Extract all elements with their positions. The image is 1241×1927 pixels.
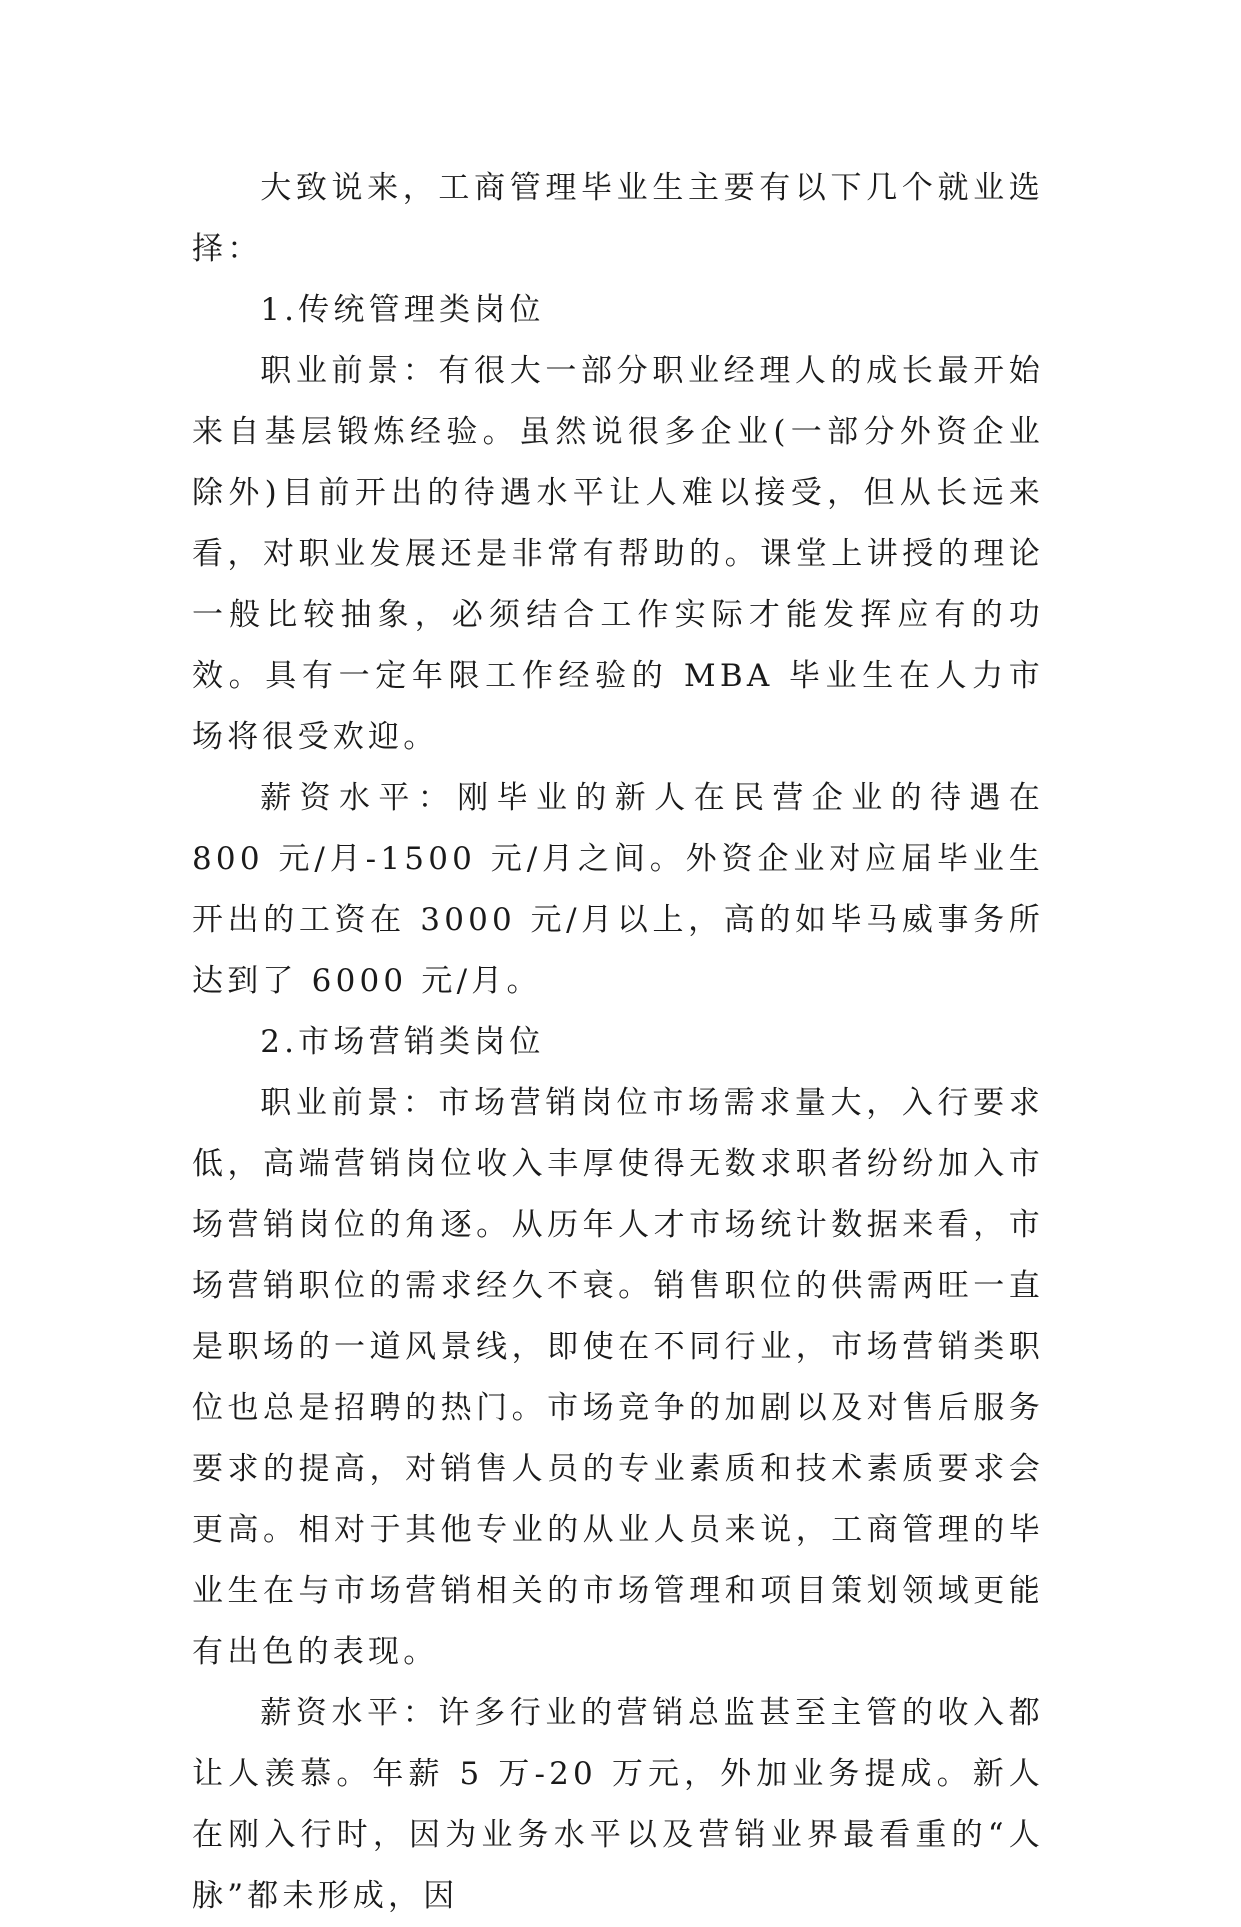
career-prospects-paragraph-1: 职业前景：有很大一部分职业经理人的成长最开始来自基层锻炼经验。虽然说很多企业(一部分外资企业除外)目前开出的待遇水平让人难以接受，但从长远来看，对职业发展还是非常有帮助的。课堂上讲授的理论一般比较抽象，必须结合工作实际才能发挥应有的功效。具有一定年限工作经验的 MBA 毕业生在人力市场将很受欢迎。 <box>192 353 1044 755</box>
salary-level-paragraph-1: 薪资水平：刚毕业的新人在民营企业的待遇在 800 元/月-1500 元/月之间。外资企业对应届毕业生开出的工资在 3000 元/月以上，高的如毕马威事务所达到了 6000 元/月。 <box>192 780 1044 999</box>
document-body <box>192 158 1044 1927</box>
intro-paragraph: 大致说来，工商管理毕业生主要有以下几个就业选择： <box>192 170 1044 267</box>
section-heading-traditional-management: 1.传统管理类岗位 <box>260 292 545 328</box>
career-prospects-paragraph-2: 职业前景：市场营销岗位市场需求量大，入行要求低，高端营销岗位收入丰厚使得无数求职者纷纷加入市场营销岗位的角逐。从历年人才市场统计数据来看，市场营销职位的需求经久不衰。销售职位的供需两旺一直是职场的一道风景线，即使在不同行业，市场营销类职位也总是招聘的热门。市场竞争的加剧以及对售后服务要求的提高，对销售人员的专业素质和技术素质要求会更高。相对于其他专业的从业人员来说，工商管理的毕业生在与市场营销相关的市场管理和项目策划领域更能有出色的表现。 <box>192 1085 1044 1670</box>
salary-level-paragraph-2: 薪资水平：许多行业的营销总监甚至主管的收入都让人羡慕。年薪 5 万-20 万元，外加业务提成。新人在刚入行时，因为业务水平以及营销业界最看重的“人脉”都未形成，因 <box>192 1695 1044 1914</box>
section-heading-marketing: 2.市场营销类岗位 <box>260 1024 545 1060</box>
